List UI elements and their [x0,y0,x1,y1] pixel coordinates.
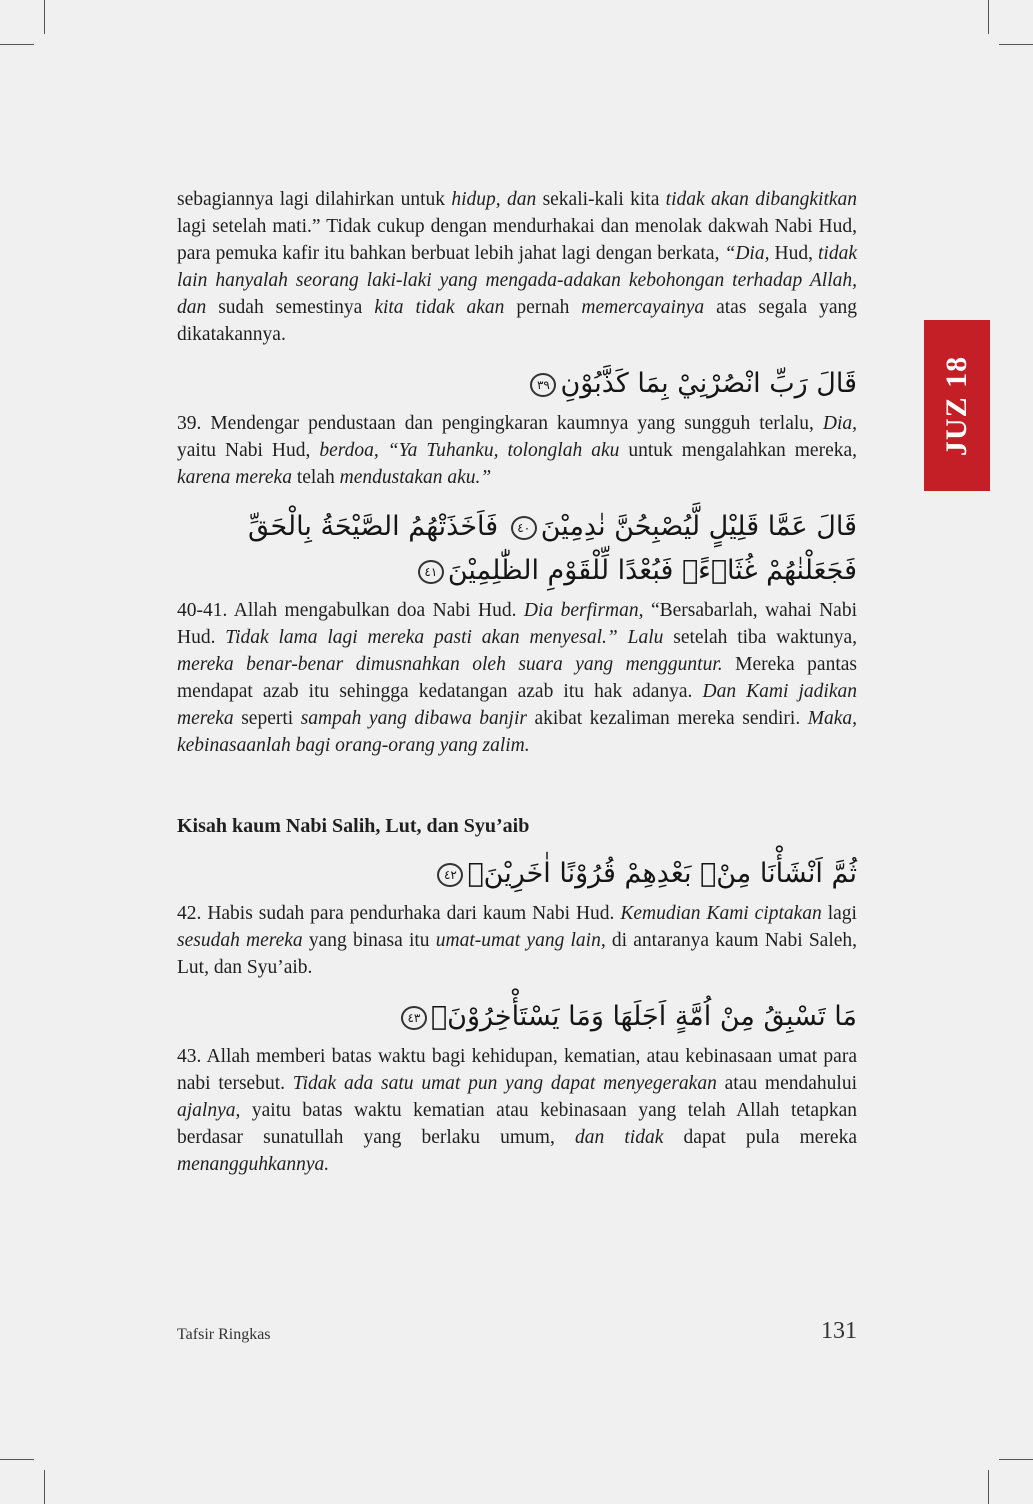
crop-mark [988,0,989,34]
text-run: karena mereka [177,467,292,488]
paragraph-39 [177,410,857,491]
crop-mark [0,1459,34,1460]
arabic-verse-40-41 [177,505,857,593]
section-heading: Kisah kaum Nabi Salih, Lut, dan Syu’aib [177,815,530,837]
text-run: sebagiannya lagi dilahirkan untuk [177,189,452,210]
text-run: tidak lain hanyalah seorang laki-laki yang mengada-adakan kebohongan terhadap Allah, dan [177,243,857,318]
crop-mark [999,1459,1033,1460]
text-run: di antaranya kaum Nabi Saleh, Lut, dan Syu’aib. [177,930,858,978]
text-run: Tidak ada satu umat pun yang dapat menyegerakan [292,1073,717,1094]
verse-number-marker: ٤٣ [401,1006,427,1030]
text-run: kita tidak akan [374,297,505,318]
text-run: dan tidak [575,1127,664,1148]
text-run: yang binasa itu [302,930,436,951]
paragraph-intro [177,186,857,348]
page-number: 131 [821,1318,857,1344]
text-run: tidak akan dibangkitkan [665,189,858,210]
text-run: pernah [504,297,582,318]
text-run: untuk mengalahkan mereka, [619,440,857,461]
text-run: 42. Habis sudah para pendurhaka dari kaum Nabi Hud. [177,903,621,924]
text-run: menangguhkannya. [177,1154,330,1175]
arabic-verse-39 [177,362,857,406]
text-run: umat-umat yang lain, [435,930,606,951]
crop-mark [999,44,1033,45]
text-run: sekali-kali kita [536,189,666,210]
text-run: atau mendahului [716,1073,857,1094]
verse-number-marker: ٤١ [418,560,444,584]
text-run: dapat pula mereka [663,1127,857,1148]
text-run: sampah yang dibawa banjir [300,708,527,729]
arabic-verse-42 [177,852,857,896]
paragraph-40-41 [177,597,857,759]
text-run: “Bersabarlah, wahai Nabi Hud. [177,600,857,648]
text-run: atas segala yang dikatakannya. [177,297,857,345]
footer-book-title: Tafsir Ringkas [177,1326,271,1343]
arabic-text: فَاَخَذَتْهُمُ الصَّيْحَةُ بِالْحَقِّ فَجَعَلْنٰهُمْ غُثَاۤءًۚ فَبُعْدًا لِّلْقَوْمِ الظّٰلِمِيْنَ [247,511,857,586]
arabic-text: قَالَ رَبِّ انْصُرْنِيْ بِمَا كَذَّبُوْنِ [560,368,857,399]
paragraph-43 [177,1043,857,1178]
text-run: 40-41. Allah mengabulkan doa Nabi Hud. [177,600,524,621]
text-run: Maka, kebinasaanlah bagi orang-orang yang zalim. [177,708,857,756]
text-run: memercayainya [581,297,705,318]
text-run: berdoa, “Ya Tuhanku, tolonglah aku [319,440,620,461]
text-run: mendustakan aku.” [339,467,492,488]
juz-side-tab [924,320,990,491]
arabic-text: قَالَ عَمَّا قَلِيْلٍ لَّيُصْبِحُنَّ نٰدِمِيْنَ [540,511,857,542]
juz-label: JUZ 18 [940,355,973,456]
text-run: “Dia, [724,243,770,264]
text-run: Dia, [822,413,857,434]
text-run: Kemudian Kami ciptakan [620,903,822,924]
arabic-text: ثُمَّ اَنْشَأْنَا مِنْۢ بَعْدِهِمْ قُرُوْنًا اٰخَرِيْنَۗ [467,858,857,889]
text-run: seperti [233,708,301,729]
text-run: hidup, dan [451,189,537,210]
text-run: lagi setelah mati.” Tidak cukup dengan mendurhakai dan menolak dakwah Nabi Hud, para pemuka kafir itu bahkan berbuat lebih jahat lagi dengan berkata, [177,216,857,264]
arabic-text: مَا تَسْبِقُ مِنْ اُمَّةٍ اَجَلَهَا وَمَا يَسْتَأْخِرُوْنَۗ [430,1001,857,1032]
crop-mark [44,1470,45,1504]
text-run: 43. Allah memberi batas waktu bagi kehidupan, kematian, atau kebinasaan umat para nabi tersebut. [177,1046,857,1094]
text-run: lagi [821,903,857,924]
verse-number-marker: ٤٢ [437,863,463,887]
text-run: sesudah mereka [177,930,303,951]
text-run: yaitu Nabi Hud, [177,440,320,461]
paragraph-42 [177,900,857,981]
page-content [177,186,857,1178]
text-run: Tidak lama lagi mereka pasti akan menyesal.” Lalu [225,627,664,648]
text-run: mereka benar-benar dimusnahkan oleh suara yang mengguntur. [177,654,723,675]
text-run: telah [291,467,340,488]
text-run: akibat kezaliman mereka sendiri. [526,708,808,729]
crop-mark [988,1470,989,1504]
text-run: yaitu batas waktu kematian atau kebinasaan yang telah Allah tetapkan berdasar sunatullah yang berlaku umum, [177,1100,857,1148]
text-run: ajalnya, [177,1100,241,1121]
text-run: Dan Kami jadikan mereka [177,681,857,729]
verse-number-marker: ٤٠ [511,516,537,540]
text-run: 39. Mendengar pendustaan dan pengingkaran kaumnya yang sungguh terlalu, [177,413,823,434]
text-run: setelah tiba waktunya, [663,627,857,648]
text-run: Hud, [769,243,818,264]
text-run: Dia berfirman, [523,600,644,621]
arabic-verse-43 [177,995,857,1039]
crop-mark [44,0,45,34]
text-run: sudah semestinya [206,297,375,318]
text-run: Mereka pantas mendapat azab itu sehingga kedatangan azab itu hak adanya. [177,654,857,702]
verse-number-marker: ٣٩ [530,373,556,397]
crop-mark [0,44,34,45]
